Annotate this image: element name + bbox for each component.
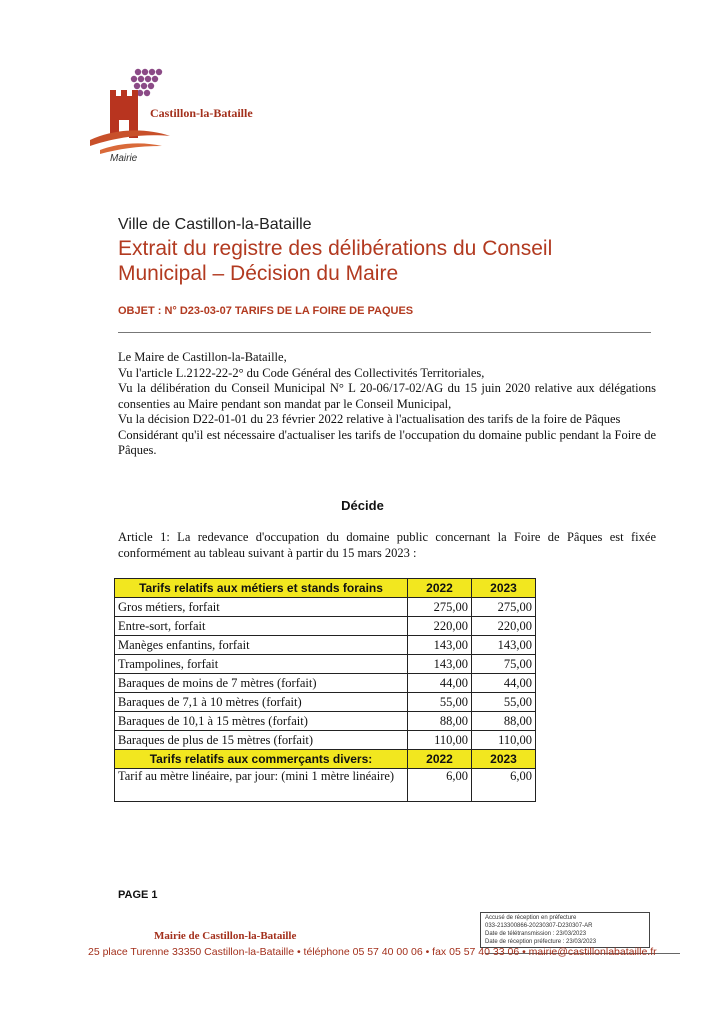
logo-name: Castillon-la-Bataille: [150, 106, 253, 120]
label-cell: Gros métiers, forfait: [115, 598, 408, 617]
ville-heading: Ville de Castillon-la-Bataille: [118, 216, 312, 233]
value-cell: 110,00: [472, 731, 536, 750]
value-cell: 6,00: [472, 769, 536, 802]
page-number: PAGE 1: [118, 889, 158, 901]
header-cell: Tarifs relatifs aux métiers et stands forains: [115, 579, 408, 598]
document-title: [118, 236, 638, 286]
value-cell: 6,00: [408, 769, 472, 802]
value-cell: 44,00: [472, 674, 536, 693]
tariffs-table: [114, 578, 536, 802]
value-cell: 110,00: [408, 731, 472, 750]
title-line-1: Extrait du registre des délibérations du Conseil: [118, 237, 553, 260]
preamble-line: Considérant qu'il est nécessaire d'actualiser les tarifs de l'occupation du domaine public pendant la Foire de Pâques.: [118, 427, 656, 457]
objet-line: OBJET : N° D23-03-07 TARIFS DE LA FOIRE DE PAQUES: [118, 305, 414, 317]
stamp-line: 033-213300866-20230307-D230307-AR: [485, 923, 593, 929]
label-cell: Baraques de plus de 15 mètres (forfait): [115, 731, 408, 750]
label-cell: Entre-sort, forfait: [115, 617, 408, 636]
label-cell: Baraques de 10,1 à 15 mètres (forfait): [115, 712, 408, 731]
value-cell: 75,00: [472, 655, 536, 674]
header-cell: Tarifs relatifs aux commerçants divers:: [115, 750, 408, 769]
table-row: [115, 693, 536, 712]
value-cell: 55,00: [408, 693, 472, 712]
table-row: [115, 617, 536, 636]
value-cell: 55,00: [472, 693, 536, 712]
table-row: [115, 636, 536, 655]
value-cell: 220,00: [472, 617, 536, 636]
prefecture-stamp: [480, 912, 650, 948]
table-row: [115, 674, 536, 693]
header-cell: 2022: [408, 579, 472, 598]
preamble: [118, 350, 656, 459]
preamble-line: Le Maire de Castillon-la-Bataille,: [118, 350, 287, 364]
value-cell: 275,00: [408, 598, 472, 617]
value-cell: 275,00: [472, 598, 536, 617]
label-cell: Baraques de moins de 7 mètres (forfait): [115, 674, 408, 693]
divider: [118, 332, 651, 333]
value-cell: 88,00: [472, 712, 536, 731]
table-row: [115, 712, 536, 731]
table-row: [115, 655, 536, 674]
label-cell: Baraques de 7,1 à 10 mètres (forfait): [115, 693, 408, 712]
header-cell: 2023: [472, 579, 536, 598]
article-1: Article 1: La redevance d'occupation du domaine public concernant la Foire de Pâques est fixée conformément au tableau suivant à partir du 15 mars 2023 :: [118, 530, 656, 560]
value-cell: 143,00: [408, 655, 472, 674]
value-cell: 143,00: [408, 636, 472, 655]
preamble-line: Vu la délibération du Conseil Municipal N° L 20-06/17-02/AG du 15 juin 2020 relative aux délégations consenties au Maire pendant son mandat par le Conseil Municipal,: [118, 381, 656, 411]
header-cell: 2023: [472, 750, 536, 769]
value-cell: 220,00: [408, 617, 472, 636]
header-cell: 2022: [408, 750, 472, 769]
stamp-line: Date de télétransmission : 23/03/2023: [485, 931, 587, 937]
value-cell: 143,00: [472, 636, 536, 655]
table-row: [115, 731, 536, 750]
title-line-2: Municipal – Décision du Maire: [118, 262, 399, 285]
footer-address: 25 place Turenne 33350 Castillon-la-Bataille • téléphone 05 57 40 00 06 • fax 05 57 40 33 06 • mairie@castillonlabataille.fr: [88, 946, 657, 958]
stamp-line: Date de réception préfecture : 23/03/2023: [485, 939, 597, 945]
logo-subtitle: Mairie: [110, 153, 138, 164]
label-cell: Trampolines, forfait: [115, 655, 408, 674]
stamp-line: Accusé de réception en préfecture: [485, 915, 577, 921]
decide-heading: Décide: [341, 498, 384, 513]
label-cell: Manèges enfantins, forfait: [115, 636, 408, 655]
table-header-row: [115, 750, 536, 769]
footer-name: Mairie de Castillon-la-Bataille: [154, 930, 297, 942]
table-row: [115, 598, 536, 617]
table-row: [115, 769, 536, 802]
label-cell: Tarif au mètre linéaire, par jour: (mini 1 mètre linéaire): [115, 769, 408, 802]
preamble-line: Vu la décision D22-01-01 du 23 février 2022 relative à l'actualisation des tarifs de la foire de Pâques: [118, 412, 621, 426]
preamble-line: Vu l'article L.2122-22-2° du Code Général des Collectivités Territoriales,: [118, 365, 485, 380]
value-cell: 88,00: [408, 712, 472, 731]
table-header-row: [115, 579, 536, 598]
value-cell: 44,00: [408, 674, 472, 693]
